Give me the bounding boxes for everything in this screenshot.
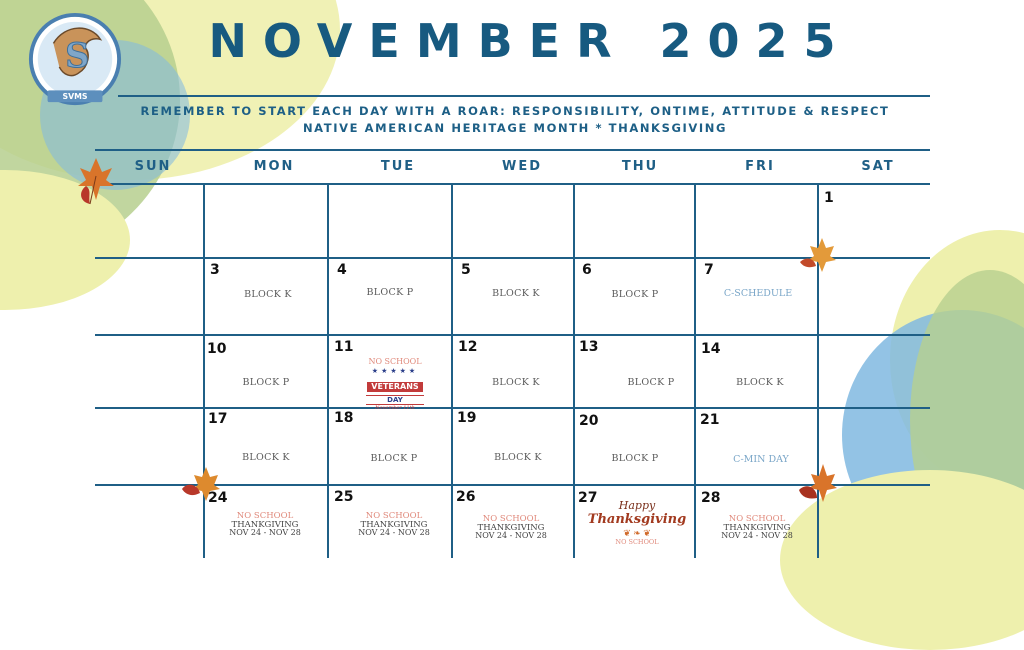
veterans-no-school: NO SCHOOL <box>368 357 422 366</box>
day-10-schedule: BLOCK P <box>242 377 290 388</box>
veterans-day-word: DAY <box>366 395 424 405</box>
day-24-no-school <box>205 512 325 538</box>
subtitle-roar: REMEMBER TO START EACH DAY WITH A ROAR: RESPONSIBILITY, ONTIME, ATTITUDE & RESPECT <box>140 104 890 118</box>
grid-line <box>327 183 329 558</box>
break-dates: NOV 24 - NOV 28 <box>475 531 547 540</box>
grid-line <box>451 183 453 558</box>
veterans-title: VETERANS <box>367 382 422 392</box>
weekday-sun: SUN <box>134 159 172 174</box>
day-number-7: 7 <box>704 262 714 278</box>
no-school-label: NO SCHOOL <box>365 511 423 521</box>
logo-text: SVMS <box>62 92 88 102</box>
day-7-schedule: C-SCHEDULE <box>723 288 793 299</box>
day-number-11: 11 <box>334 339 354 355</box>
day-number-12: 12 <box>458 339 478 355</box>
day-number-19: 19 <box>457 410 477 426</box>
day-number-25: 25 <box>334 489 354 505</box>
weekday-tue: TUE <box>380 159 416 174</box>
day-number-3: 3 <box>210 262 220 278</box>
day-28-no-school <box>697 515 817 541</box>
weekday-thu: THU <box>621 159 659 174</box>
day-number-17: 17 <box>208 411 228 427</box>
subtitle-heritage: NATIVE AMERICAN HERITAGE MONTH * THANKSGIVING <box>302 121 728 135</box>
day-number-20: 20 <box>579 413 599 429</box>
day-number-27: 27 <box>578 490 598 506</box>
weekday-fri: FRI <box>745 159 775 174</box>
day-number-6: 6 <box>582 262 592 278</box>
star-row-icon: ★★★★★ <box>371 368 419 375</box>
day-20-schedule: BLOCK P <box>611 453 659 464</box>
day-14-schedule: BLOCK K <box>736 377 784 388</box>
day-3-schedule: BLOCK K <box>244 289 292 300</box>
thanksgiving-label: THANKGIVING <box>477 522 545 533</box>
svg-text:S: S <box>65 35 90 75</box>
thanksgiving-label: THANKGIVING <box>231 519 299 530</box>
break-dates: NOV 24 - NOV 28 <box>358 528 430 537</box>
grid-line <box>95 334 930 336</box>
thanksgiving-label: THANKGIVING <box>360 519 428 530</box>
day-number-18: 18 <box>334 410 354 426</box>
happy-text: Happy <box>618 499 656 512</box>
day-12-schedule: BLOCK K <box>492 377 540 388</box>
autumn-leaves-icon <box>798 236 836 274</box>
grid-line <box>573 183 575 558</box>
thanksgiving-no-school: NO SCHOOL <box>615 538 659 546</box>
veterans-day-graphic <box>345 357 445 412</box>
day-25-no-school <box>334 512 454 538</box>
day-number-26: 26 <box>456 489 476 505</box>
thanksgiving-label: THANKGIVING <box>723 522 791 533</box>
day-19-schedule: BLOCK K <box>494 452 542 463</box>
weekday-wed: WED <box>501 159 542 174</box>
grid-line <box>95 407 930 409</box>
day-6-schedule: BLOCK P <box>611 289 659 300</box>
grid-line <box>118 95 930 97</box>
thanksgiving-text: Thanksgiving <box>587 512 687 527</box>
happy-thanksgiving-graphic <box>582 500 692 546</box>
day-number-21: 21 <box>700 412 720 428</box>
no-school-label: NO SCHOOL <box>236 511 294 521</box>
grid-line <box>95 183 930 185</box>
day-5-schedule: BLOCK K <box>492 288 540 299</box>
day-18-schedule: BLOCK P <box>370 453 418 464</box>
break-dates: NOV 24 - NOV 28 <box>229 528 301 537</box>
autumn-leaves-icon <box>76 156 116 206</box>
day-17-schedule: BLOCK K <box>242 452 290 463</box>
autumn-leaves-icon <box>797 462 837 506</box>
no-school-label: NO SCHOOL <box>728 514 786 524</box>
grid-line <box>694 183 696 558</box>
day-26-no-school <box>451 515 571 541</box>
weekday-sat: SAT <box>861 159 895 174</box>
veterans-date: November 11th <box>375 405 415 411</box>
day-number-28: 28 <box>701 490 721 506</box>
autumn-leaves-icon <box>180 465 220 503</box>
page-title: NOVEMBER 2025 <box>208 14 852 68</box>
no-school-label: NO SCHOOL <box>482 514 540 524</box>
grid-line <box>95 149 930 151</box>
day-number-24: 24 <box>208 490 228 506</box>
day-21-schedule: C-MIN DAY <box>733 454 789 465</box>
day-4-schedule: BLOCK P <box>366 287 414 298</box>
day-number-1: 1 <box>824 190 834 206</box>
day-13-schedule: BLOCK P <box>627 377 675 388</box>
day-number-14: 14 <box>701 341 721 357</box>
day-number-10: 10 <box>207 341 227 357</box>
day-number-4: 4 <box>337 262 347 278</box>
leaf-row-icon: ❦ ❧ ❦ <box>623 528 651 538</box>
day-number-5: 5 <box>461 262 471 278</box>
school-logo <box>26 10 124 114</box>
weekday-mon: MON <box>253 159 295 174</box>
break-dates: NOV 24 - NOV 28 <box>721 531 793 540</box>
day-number-13: 13 <box>579 339 599 355</box>
